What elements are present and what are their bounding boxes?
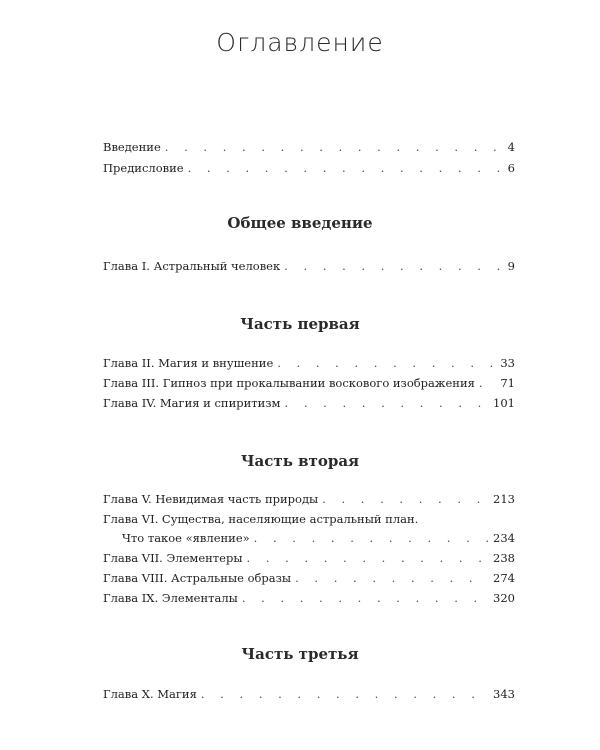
entry-label: Глава I. Астральный человек — [103, 259, 281, 273]
leader-dots — [165, 137, 504, 157]
toc-entry-introduction[interactable] — [103, 137, 515, 157]
leader-dots — [188, 158, 504, 178]
entry-label: Введение — [103, 140, 161, 154]
leader-dots — [277, 353, 496, 373]
entry-label: Глава VII. Элементеры — [103, 551, 243, 565]
leader-dots — [479, 373, 496, 393]
entry-label: Глава IX. Элементалы — [103, 591, 238, 605]
entry-page: 234 — [493, 531, 515, 545]
entry-label: Предисловие — [103, 161, 184, 175]
toc-entry-chapter-9[interactable] — [103, 588, 515, 608]
page-title: Оглавление — [216, 28, 384, 57]
entry-label: Глава V. Невидимая часть природы — [103, 492, 319, 506]
leader-dots — [242, 588, 489, 608]
entry-page: 274 — [493, 571, 515, 585]
entry-label: Глава VIII. Астральные образы — [103, 571, 292, 585]
toc-entry-chapter-6[interactable] — [103, 509, 515, 529]
entry-page: 213 — [493, 492, 515, 506]
toc-entry-chapter-6-continuation[interactable] — [122, 528, 515, 548]
toc-entry-chapter-8[interactable] — [103, 568, 515, 588]
toc-entry-chapter-4[interactable] — [103, 393, 515, 413]
section-heading-general-intro: Общее введение — [227, 214, 373, 232]
entry-label: Глава II. Магия и внушение — [103, 356, 274, 370]
entry-label: Глава X. Магия — [103, 687, 197, 701]
entry-label: Глава VI. Существа, населяющие астральный план. — [103, 512, 419, 526]
leader-dots — [201, 684, 489, 704]
toc-entry-chapter-10[interactable] — [103, 684, 515, 704]
entry-page: 71 — [500, 376, 515, 390]
leader-dots — [295, 568, 489, 588]
toc-entry-chapter-2[interactable] — [103, 353, 515, 373]
entry-label-continuation: Что такое «явление» — [122, 531, 250, 545]
section-heading-part-two: Часть вторая — [240, 452, 360, 470]
leader-dots — [246, 548, 489, 568]
entry-page: 343 — [493, 687, 515, 701]
entry-page: 238 — [493, 551, 515, 565]
entry-page: 6 — [507, 161, 515, 175]
entry-label: Глава III. Гипноз при прокалывании воскового изображения — [103, 376, 475, 390]
toc-entry-chapter-5[interactable] — [103, 489, 515, 509]
entry-page: 4 — [507, 140, 515, 154]
entry-page: 9 — [507, 259, 515, 273]
section-heading-part-one: Часть первая — [240, 315, 360, 333]
entry-page: 320 — [493, 591, 515, 605]
toc-entry-chapter-1[interactable] — [103, 256, 515, 276]
entry-page: 33 — [500, 356, 515, 370]
leader-dots — [254, 528, 489, 548]
section-heading-part-three: Часть третья — [241, 645, 359, 663]
leader-dots — [284, 256, 504, 276]
leader-dots — [285, 393, 490, 413]
entry-label: Глава IV. Магия и спиритизм — [103, 396, 281, 410]
entry-page: 101 — [493, 396, 515, 410]
toc-entry-chapter-7[interactable] — [103, 548, 515, 568]
leader-dots — [322, 489, 489, 509]
toc-entry-chapter-3[interactable] — [103, 373, 515, 393]
toc-entry-preface[interactable] — [103, 158, 515, 178]
